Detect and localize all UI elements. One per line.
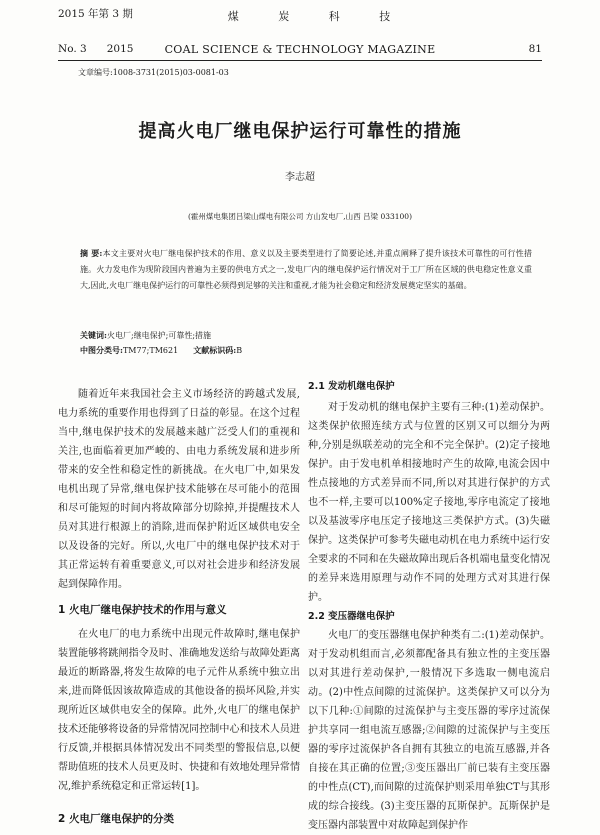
paper-title: 提高火电厂继电保护运行可靠性的措施 bbox=[138, 121, 462, 142]
subsection-2-1-paragraph: 对于发动机的继电保护主要有三种:(1)差动保护。这类保护依照连续方式与位置的区别又可以细分为两种,分别是纵联差动的完全和不完全保护。(2)定子接地保护。由于发电机单相接地时产生的故障,电流会因中性点接地的方式差异而不同,所以对其进行保护的方式也不一样,主要可以100%定子接地,零序电流定了接地以及基波零序电压定子接地这三类保护方式。(3)失磁保护。这类保护可参考失磁电动机在电力系统中运行安全要求的不同和在失磁故障出现后各机端电量变化情况的差异来选用原理与动作不同的处理方式对其进行保护。 bbox=[308, 402, 550, 603]
journal-name-cn: 煤 炭 科 技 bbox=[227, 10, 409, 23]
section-1-heading: 1 火电厂继电保护技术的作用与意义 bbox=[58, 604, 227, 616]
section-1-paragraph: 在火电厂的电力系统中出现元件故障时,继电保护装置能够将跳闸指令及时、准确地发送给与故障处距离最近的断路器,将发生故障的电子元件从系统中独立出来,进而降低因该故障造成的其他设备的损坏风险,并实现所近区域供电安全的保障。此外,火电厂的继电保护技术还能够将设备的异常情况同控制中心和技术人员进行反馈,并根据具体情况发出不同类型的警报信息,以便帮助值班的技术人员更及时、快捷和有效地处理异常情况,维护系统稳定和正常运转[1]。 bbox=[58, 629, 300, 792]
abstract-text: 本文主要对火电厂继电保护技术的作用、意义以及主要类型进行了简要论述,并重点阐释了提升该技术可靠性的可行性措施。火力发电作为现阶段国内普遍为主要的供电方式之一,发电厂内的继电保护运行情况对于工厂所在区域的供电稳定性意义重大,因此,火电厂继电保护运行的可靠性必须得到足够的关注和重视,才能为社会稳定和经济发展奠定坚实的基础。 bbox=[80, 249, 532, 290]
left-column bbox=[58, 385, 300, 829]
abstract-label: 摘 要: bbox=[80, 248, 103, 258]
keywords bbox=[80, 328, 532, 343]
subsection-2-2-heading: 2.2 变压器继电保护 bbox=[308, 611, 395, 622]
clc-label: 中图分类号: bbox=[80, 345, 123, 355]
classification bbox=[80, 343, 532, 358]
section-2-heading: 2 火电厂继电保护的分类 bbox=[58, 813, 174, 825]
keywords-text: 火电厂;继电保护;可靠性;措施 bbox=[106, 331, 212, 340]
article-number: 文章编号:1008-3731(2015)03-0081-03 bbox=[78, 68, 229, 77]
issue-label-cn: 2015 年第 3 期 bbox=[58, 8, 133, 20]
page-number: 81 bbox=[528, 43, 542, 55]
subsection-2-2-paragraph: 火电厂的变压器继电保护种类有二:(1)差动保护。对于发动机组而言,必须都配备具有独立性的主变压器以对其进行差动保护,一般情况下多选取一侧电流启动。(2)中性点间隙的过流保护。这类保护又可以分为以下几种:①间隙的过流保护与主变压器的零序过流保护共享同一组电流互感器;②间隙的过流保护与主变压器的零序过流保护各自拥有其独立的电流互感器,并各自接在其正确的位置;③变压器出厂前已装有主变压器的中性点(CT),而间隙的过流保护则采用单独CT与其形成的综合接线。(3)主变压器的瓦斯保护。瓦斯保护是变压器内部装置中对故障起到保护作 bbox=[308, 630, 550, 831]
author: 李志超 bbox=[285, 172, 315, 183]
clc-value: TM77;TM621 bbox=[122, 346, 179, 355]
subsection-2-1-heading: 2.1 发动机继电保护 bbox=[308, 381, 395, 392]
keywords-label: 关键词: bbox=[80, 330, 107, 340]
issue-label-en: No. 3 2015 bbox=[58, 43, 134, 55]
doc-code-value: B bbox=[236, 346, 243, 355]
journal-name-en: COAL SCIENCE & TECHNOLOGY MAGAZINE bbox=[164, 43, 436, 56]
intro-paragraph: 随着近年来我国社会主义市场经济的跨越式发展,电力系统的重要作用也得到了日益的彰显。在这个过程当中,继电保护技术的发展越来越广泛受人们的重视和关注,也面临着更加严峻的、由电力系统发展和进步所带来的安全性和稳定性的新挑战。在火电厂中,如果发电机出现了异常,继电保护技术能够在尽可能小的范围和尽可能短的时间内将故障部分切除掉,并提醒技术人员对其进行根源上的消除,进而保护附近区域供电安全以及设备的完好。所以,火电厂中的继电保护技术对于其正常运转有着重要意义,可以对社会进步和经济发展起到保障作用。 bbox=[58, 389, 300, 590]
header-rule bbox=[58, 60, 542, 61]
right-column bbox=[308, 377, 550, 835]
affiliation: (霍州煤电集团吕梁山煤电有限公司 方山发电厂,山西 吕梁 033100) bbox=[187, 212, 413, 221]
abstract bbox=[80, 245, 532, 294]
doc-code-label: 文献标识码: bbox=[193, 345, 237, 355]
